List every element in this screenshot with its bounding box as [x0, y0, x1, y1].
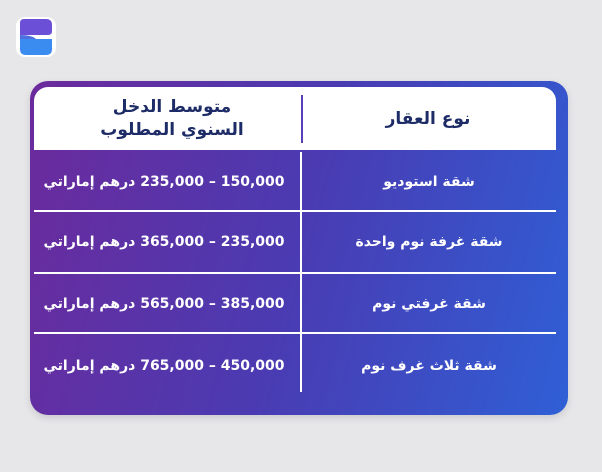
header-income-line2: السنوي المطلوب: [100, 120, 244, 140]
brand-logo-icon: [16, 17, 56, 57]
row-4-income: 450,000 – 765,000 درهم إماراتي: [43, 358, 285, 374]
row-4-type: شقة ثلاث غرف نوم: [361, 358, 497, 374]
row-1-type: شقة استوديو: [383, 174, 475, 190]
header-income-line1: متوسط الدخل: [112, 97, 232, 117]
row-divider: [34, 272, 556, 274]
row-3-income: 385,000 – 565,000 درهم إماراتي: [43, 296, 285, 312]
row-3-type: شقة غرفتي نوم: [372, 296, 486, 312]
row-2-type: شقة غرفة نوم واحدة: [355, 234, 503, 250]
row-2-income: 235,000 – 365,000 درهم إماراتي: [43, 234, 285, 250]
row-1-income: 150,000 – 235,000 درهم إماراتي: [43, 174, 285, 190]
header-divider: [301, 95, 303, 143]
row-divider: [34, 210, 556, 212]
header-property-type: نوع العقار: [385, 109, 471, 129]
row-divider: [34, 332, 556, 334]
header-income: [64, 96, 280, 142]
